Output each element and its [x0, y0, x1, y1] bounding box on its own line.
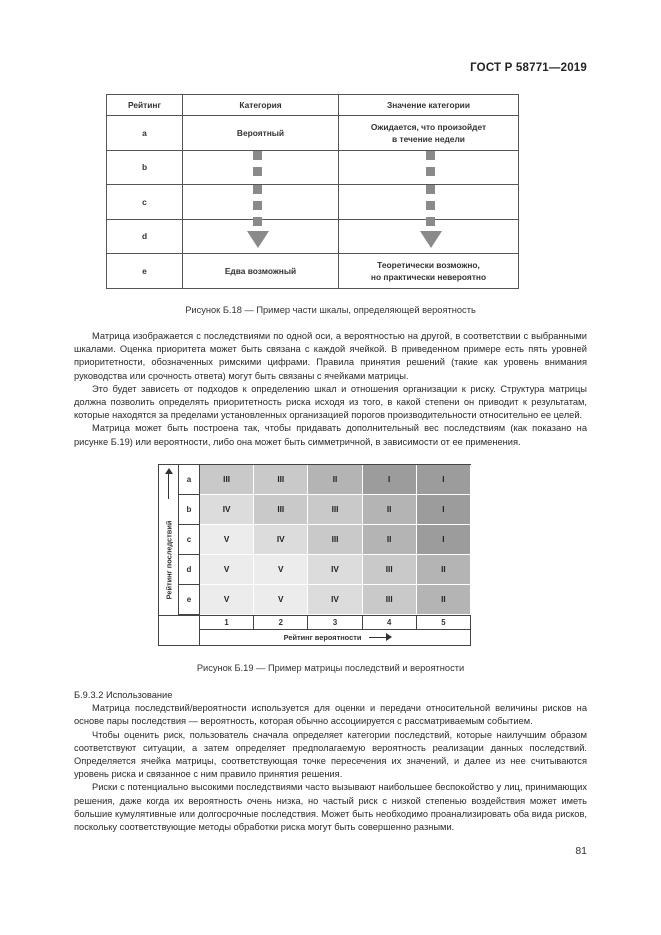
matrix-cell: I: [363, 465, 417, 495]
matrix-corner: [159, 615, 200, 646]
matrix-cell: II: [417, 555, 471, 585]
arrow-up-shaft: [168, 473, 169, 499]
paragraph: Чтобы оценить риск, пользователь сначала определяет категории последствий, которые наилучшим образом соответствуют ситуации, а затем определяет предполагаемую вероятность реализации данных последствий. Определяется ячейка матрицы, соответствующая точке пересечения их значений, и далее из нее считываются уровень риска и связанное с ним правило принятия решения.: [74, 729, 587, 780]
header-category-meaning: Значение категории: [339, 95, 519, 116]
rating-cell: b: [107, 150, 183, 185]
matrix-cell: I: [417, 465, 471, 495]
matrix-row-label: d: [179, 555, 200, 585]
row-labels: [179, 465, 200, 615]
matrix-column-label: 5: [417, 616, 471, 630]
text-block-1: [74, 330, 587, 449]
matrix-cell: III: [308, 525, 362, 555]
matrix-cell: II: [417, 585, 471, 615]
matrix-cell: IV: [200, 495, 254, 525]
rating-cell: d: [107, 219, 183, 254]
matrix-row-label: c: [179, 525, 200, 555]
matrix-cell: V: [200, 585, 254, 615]
rating-cell: a: [107, 116, 183, 151]
section-heading: Б.9.3.2 Использование: [74, 690, 173, 700]
matrix-cell: III: [200, 465, 254, 495]
paragraph: Матрица изображается с последствиями по одной оси, а вероятностью на другой, в соответствии с выбранными шкалами. Оценка приоритета может быть связана с каждой ячейкой. В приведенном примере есть пять уровней приоритетности, обозначенных римскими цифрами. Правила принятия решений (такие как уровень внимания руководства или срочность ответа) могут быть связаны с ячейками матрицы.: [74, 331, 587, 381]
category-cell: Вероятный: [183, 116, 339, 151]
matrix-cell: II: [308, 465, 362, 495]
meaning-cell: [339, 254, 519, 289]
matrix-cell: III: [363, 555, 417, 585]
matrix-cell: I: [417, 525, 471, 555]
meaning-line: Теоретически возможно,: [377, 259, 480, 270]
matrix-column-label: 2: [254, 616, 308, 630]
consequence-axis: [159, 465, 179, 615]
matrix-cell: V: [200, 525, 254, 555]
paragraph: Это будет зависеть от подходов к определению шкал и отношения организации к риску. Структура матрицы должна позволить определять приоритетность риска исходя из того, в какой степени он приводит к результатам, которые находятся за пределами установленных организацией порогов производительности относительно ее целей.: [74, 383, 587, 421]
matrix-row-label: b: [179, 495, 200, 525]
matrix-cell: III: [254, 465, 308, 495]
matrix-row-label: a: [179, 465, 200, 495]
matrix-column-label: 3: [308, 616, 362, 630]
rating-cell: c: [107, 185, 183, 220]
matrix-cell: V: [254, 585, 308, 615]
matrix-cell: IV: [308, 585, 362, 615]
paragraph: Риски с потенциально высокими последствиями часто вызывают наибольшее беспокойство у лиц, принимающих решения, даже когда их вероятность очень низка, но частый риск с низкой степенью воздействия может иметь большие кумулятивные или долгосрочные последствия. Может быть необходимо проанализировать оба вида рисков, поскольку соответствующие методы обработки риска могут быть совершенно разными.: [74, 782, 587, 833]
matrix-cell: IV: [254, 525, 308, 555]
matrix-cell: III: [254, 495, 308, 525]
paragraph: Матрица может быть построена так, чтобы придавать дополнительный вес последствиям (как показано на рисунке Б.19) или вероятности, либо она может быть симметричной, в зависимости от ее применения.: [74, 423, 587, 447]
column-labels: [200, 615, 471, 629]
header-category: Категория: [183, 95, 339, 116]
probability-axis-label: Рейтинг вероятности: [283, 633, 362, 642]
matrix-cell: II: [363, 495, 417, 525]
matrix-grid: [200, 465, 471, 615]
consequence-axis-label: Рейтинг последствий: [164, 520, 174, 600]
probability-scale-table: [106, 94, 519, 289]
probability-axis: [200, 629, 471, 646]
table-row: [107, 254, 519, 289]
matrix-column-label: 1: [200, 616, 254, 630]
rating-cell: e: [107, 254, 183, 289]
matrix-cell: III: [363, 585, 417, 615]
matrix-column-label: 4: [363, 616, 417, 630]
category-cell: Едва возможный: [183, 254, 339, 289]
table-row: [107, 219, 519, 254]
matrix-cell: V: [200, 555, 254, 585]
figure-b18-caption: Рисунок Б.18 — Пример части шкалы, определяющей вероятность: [185, 305, 476, 315]
meaning-line: но практически невероятно: [370, 271, 487, 282]
table-row: [107, 150, 519, 185]
matrix-cell: I: [417, 495, 471, 525]
document-code: ГОСТ Р 58771—2019: [470, 62, 587, 74]
paragraph: Матрица последствий/вероятности используется для оценки и передачи относительной величины рисков на основе пары последствия — вероятность, которая обычно ассоциируется с рассматриваемым событием.: [74, 703, 587, 727]
matrix-cell: IV: [308, 555, 362, 585]
table-row: [107, 185, 519, 220]
meaning-cell: [339, 116, 519, 151]
dashed-arrow-down-icon: [247, 151, 269, 251]
consequence-probability-matrix: [158, 464, 471, 646]
header-rating: Рейтинг: [107, 95, 183, 116]
figure-b19-caption: Рисунок Б.19 — Пример матрицы последствий и вероятности: [196, 663, 465, 673]
matrix-cell: III: [308, 495, 362, 525]
text-block-2: [74, 689, 587, 834]
table-row: [107, 116, 519, 151]
meaning-line: Ожидается, что произойдет: [370, 121, 487, 132]
arrow-right-icon: [369, 637, 387, 638]
dashed-arrow-down-icon: [420, 151, 442, 251]
table-header-row: [107, 95, 519, 116]
matrix-row-label: e: [179, 585, 200, 615]
meaning-line: в течение недели: [392, 133, 465, 144]
matrix-cell: V: [254, 555, 308, 585]
page-number: 81: [575, 845, 587, 857]
matrix-cell: II: [363, 525, 417, 555]
